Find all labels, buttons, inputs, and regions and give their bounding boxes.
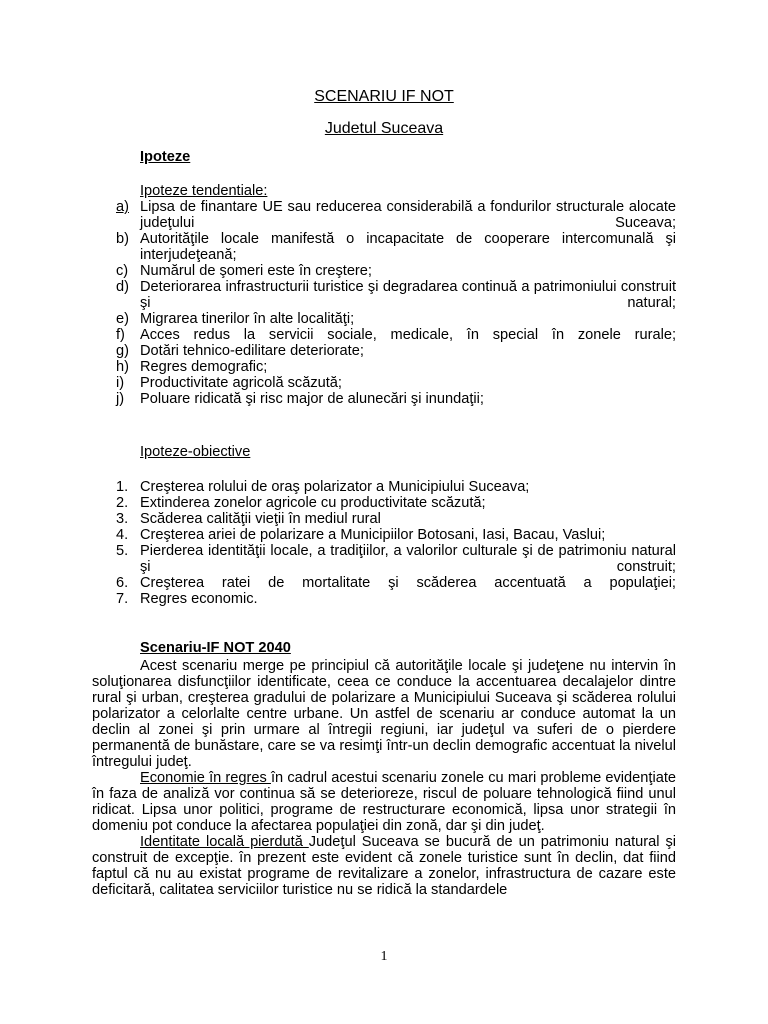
list-marker: b): [116, 231, 129, 247]
list-item: d) Deteriorarea infrastructurii turistice şi degradarea continuă a patrimoniului construit şi natural;: [116, 279, 676, 311]
list-marker: h): [116, 359, 129, 375]
list-item: e) Migrarea tinerilor în alte localităţi;: [116, 311, 355, 327]
paragraph-label: Economie în regres: [140, 770, 271, 786]
scenariu-heading: Scenariu-IF NOT 2040: [140, 640, 291, 656]
tendentiale-heading: Ipoteze tendentiale:: [140, 183, 268, 199]
list-item: 6. Creşterea ratei de mortalitate şi scăderea accentuată a populaţiei;: [116, 575, 676, 591]
paragraph: Identitate locală pierdută Judeţul Suceava se bucură de un patrimoniu natural şi construit de excepţie. în prezent este evident că zonele turistice sunt în declin, dat fiind faptul că nu au existat programe de revitalizare a zonelor, infrastructura de cazare este deficitară, calitatea serviciilor turistice nu se ridică la standardele: [92, 834, 677, 898]
list-marker: 5.: [116, 543, 129, 559]
list-item: a) Lipsa de finantare UE sau reducerea considerabilă a fondurilor structurale alocate judeţului Suceava;: [116, 199, 676, 231]
list-marker: j): [116, 391, 125, 407]
list-marker: 6.: [116, 575, 129, 591]
list-item: 4. Creşterea ariei de polarizare a Municipiilor Botosani, Iasi, Bacau, Vaslui;: [116, 527, 606, 543]
list-item: 3. Scăderea calităţii vieţii în mediul rural: [116, 511, 381, 527]
obiective-heading: Ipoteze-obiective: [140, 444, 251, 460]
list-item: 5. Pierderea identităţii locale, a tradiţiilor, a valorilor culturale şi de patrimoniu natural şi construit;: [116, 543, 676, 575]
list-item: 1. Creşterea rolului de oraş polarizator a Municipiului Suceava;: [116, 479, 530, 495]
list-item: 7. Regres economic.: [116, 591, 258, 607]
page-number: 1: [380, 949, 388, 964]
list-marker: d): [116, 279, 129, 295]
list-item: c) Numărul de şomeri este în creştere;: [116, 263, 372, 279]
tendentiale-list: [116, 199, 676, 407]
list-marker: 7.: [116, 591, 129, 607]
paragraph: Acest scenariu merge pe principiul că autorităţile locale şi judeţene nu intervin în soluţionarea disfuncţiilor identificate, ceea ce conduce la accentuarea decalajelor dintre rural şi urban, creşterea gradului de polarizare a Municipiului Suceava şi scăderea rolului polarizator a celorlalte centre urbane. Un astfel de scenariu ar conduce automat la un declin al zonei şi prin urmare al întregii regiuni, iar judeţul va suferi de o pierdere permanentă de bunăstare, care se va resimţi într-un declin demografic accentuat la nivelul întregului judeţ.: [92, 658, 676, 770]
list-item: 2. Extinderea zonelor agricole cu productivitate scăzută;: [116, 495, 486, 511]
obiective-list: [116, 479, 676, 607]
list-item: f) Acces redus la servicii sociale, medicale, în special în zonele rurale;: [116, 327, 676, 343]
ipoteze-heading: Ipoteze: [140, 149, 191, 165]
paragraph-label: Identitate locală pierdută: [140, 834, 309, 850]
scenariu-body: [92, 658, 676, 898]
list-item: h) Regres demografic;: [116, 359, 268, 375]
document-title: SCENARIU IF NOT: [314, 88, 454, 105]
list-marker: c): [116, 263, 129, 279]
list-marker: e): [116, 311, 129, 327]
list-item: g) Dotări tehnico-edilitare deteriorate;: [116, 343, 364, 359]
list-marker: 1.: [116, 479, 129, 495]
list-item: j) Poluare ridicată şi risc major de alunecări şi inundaţii;: [116, 391, 484, 407]
list-marker: i): [116, 375, 125, 391]
list-item: b) Autorităţile locale manifestă o incapacitate de cooperare intercomunală şi interjudeţeană;: [116, 231, 676, 263]
document-subtitle: Judetul Suceava: [324, 120, 444, 137]
list-marker: 2.: [116, 495, 129, 511]
paragraph: Economie în regres în cadrul acestui scenariu zonele cu mari probleme evidenţiate în faza de analiză vor continua să se deterioreze, riscul de poluare tehnologică fiind unul ridicat. Lipsa unor politici, programe de restructurare economică, lipsa unor strategii în domeniu pot conduce la afectarea populaţiei din zonă, dar şi din judeţ.: [92, 770, 676, 834]
list-marker: f): [116, 327, 125, 343]
list-item: i) Productivitate agricolă scăzută;: [116, 375, 342, 391]
list-marker: 4.: [116, 527, 129, 543]
list-marker: 3.: [116, 511, 129, 527]
list-marker: a): [116, 199, 129, 215]
list-marker: g): [116, 343, 129, 359]
